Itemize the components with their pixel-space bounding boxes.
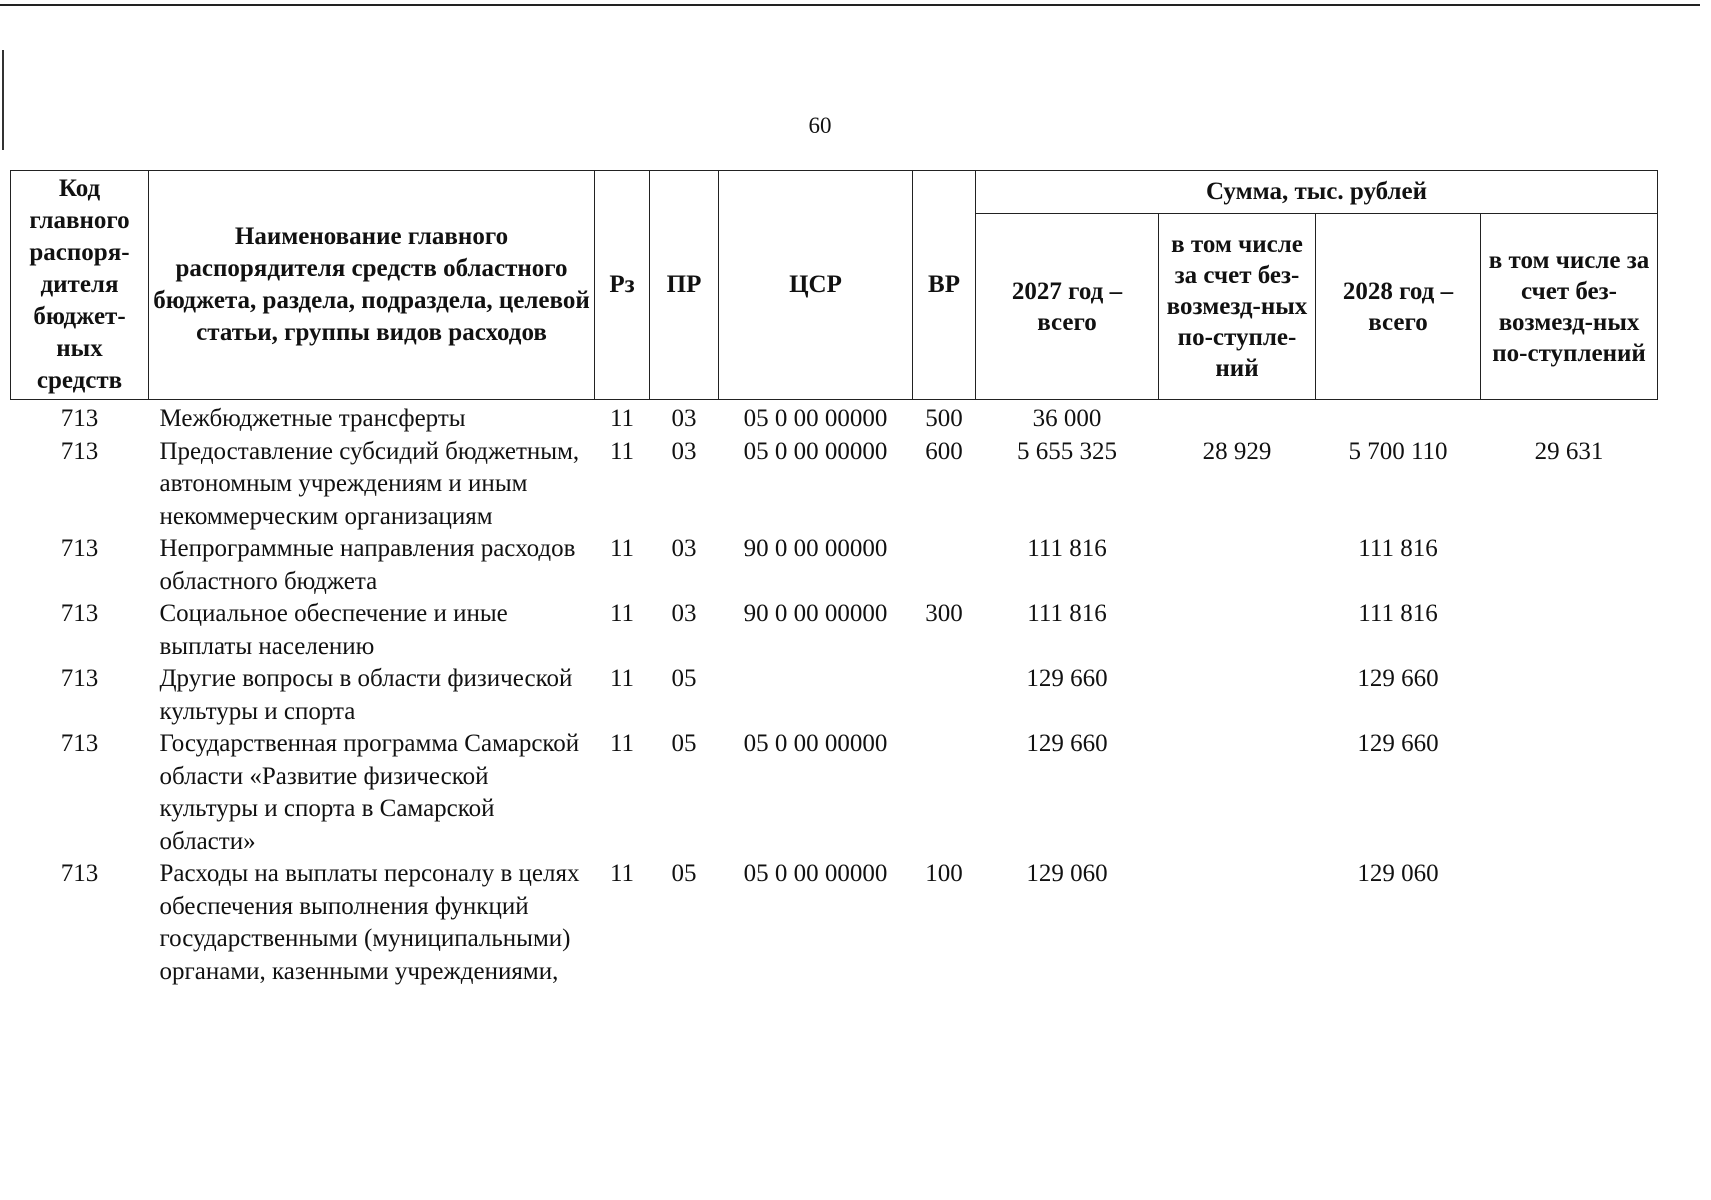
cell-year2-free — [1481, 598, 1658, 663]
left-border-line — [2, 50, 4, 150]
cell-name: Другие вопросы в области физической культуры и спорта — [159, 665, 573, 725]
budget-table — [10, 170, 1658, 988]
cell-name: Предоставление субсидий бюджетным, автономным учреждениям и иным некоммерческим организациям — [159, 437, 580, 530]
cell-rz: 11 — [609, 535, 635, 562]
cell-year1-total: 129 060 — [1026, 860, 1108, 887]
cell-vr — [913, 663, 976, 728]
cell-year1-free — [1159, 728, 1316, 858]
cell-name: Социальное обеспечение и иные выплаты населению — [159, 600, 508, 660]
header-csr: ЦСР — [719, 171, 913, 400]
cell-year2-free — [1481, 663, 1658, 728]
cell-code: 713 — [60, 405, 99, 432]
cell-rz: 11 — [609, 437, 635, 465]
cell-code: 713 — [60, 535, 99, 562]
cell-year2-total: 129 660 — [1357, 730, 1439, 757]
cell-code: 713 — [60, 600, 99, 627]
cell-vr: 500 — [925, 405, 963, 432]
table-row — [11, 533, 1658, 598]
header-pr: ПР — [650, 171, 719, 400]
cell-rz: 11 — [609, 665, 635, 692]
cell-year1-total: 5 655 325 — [1017, 437, 1117, 465]
cell-vr: 600 — [925, 437, 963, 465]
cell-year2-free — [1481, 728, 1658, 858]
cell-code: 713 — [60, 860, 99, 887]
cell-code: 713 — [60, 437, 99, 465]
cell-year1-total: 111 816 — [1027, 535, 1107, 562]
cell-year1-free: 28 929 — [1202, 437, 1272, 465]
table-row — [11, 400, 1658, 436]
cell-pr: 03 — [671, 535, 697, 562]
cell-year2-total: 5 700 110 — [1348, 437, 1448, 465]
top-border-line — [0, 4, 1700, 6]
header-sum-group: Сумма, тыс. рублей — [976, 171, 1658, 214]
cell-vr: 100 — [925, 860, 963, 887]
cell-year1-total: 36 000 — [1032, 405, 1102, 432]
cell-code: 713 — [60, 665, 99, 692]
table-row — [11, 436, 1658, 534]
cell-pr: 03 — [671, 600, 697, 627]
cell-year2-free — [1481, 858, 1658, 988]
cell-rz: 11 — [609, 405, 635, 432]
cell-name: Государственная программа Самарской области «Развитие физической культуры и спорта в Самарской области» — [159, 730, 580, 855]
cell-year1-total: 129 660 — [1026, 665, 1108, 692]
cell-pr: 03 — [671, 437, 697, 465]
cell-code: 713 — [60, 730, 99, 757]
cell-pr: 05 — [671, 665, 697, 692]
header-rz: Рз — [595, 171, 650, 400]
header-code: Код главного распоря-дителя бюджет-ных средств — [11, 171, 149, 400]
cell-year1-total: 129 660 — [1026, 730, 1108, 757]
cell-year1-free — [1159, 533, 1316, 598]
cell-csr — [719, 663, 913, 728]
cell-year2-total: 111 816 — [1358, 600, 1438, 627]
cell-csr: 90 0 00 00000 — [743, 600, 888, 627]
cell-pr: 05 — [671, 730, 697, 757]
header-year1-free: в том числе за счет без-возмезд-ных по-ступле-ний — [1159, 214, 1316, 400]
table-body — [11, 400, 1658, 989]
cell-rz: 11 — [609, 860, 635, 887]
cell-csr: 90 0 00 00000 — [743, 535, 888, 562]
cell-year2-free — [1481, 400, 1658, 436]
cell-year1-free — [1159, 858, 1316, 988]
cell-vr — [913, 728, 976, 858]
cell-pr: 05 — [671, 860, 697, 887]
cell-year1-free — [1159, 598, 1316, 663]
cell-year1-total: 111 816 — [1027, 600, 1107, 627]
cell-name: Расходы на выплаты персоналу в целях обеспечения выполнения функций государственными (муниципальными) органами, казенными учреждениями, — [159, 860, 580, 985]
header-vr: ВР — [913, 171, 976, 400]
cell-year2-total — [1316, 400, 1481, 436]
cell-csr: 05 0 00 00000 — [743, 405, 888, 432]
table-row — [11, 858, 1658, 988]
header-year1-total: 2027 год – всего — [976, 214, 1159, 400]
cell-year1-free — [1159, 400, 1316, 436]
cell-rz: 11 — [609, 730, 635, 757]
table-header — [11, 171, 1658, 400]
cell-name: Межбюджетные трансферты — [159, 405, 466, 432]
cell-csr: 05 0 00 00000 — [743, 730, 888, 757]
cell-year2-total: 129 660 — [1357, 665, 1439, 692]
cell-pr: 03 — [671, 405, 697, 432]
header-name: Наименование главного распорядителя средств областного бюджета, раздела, подраздела, целевой статьи, группы видов расходов — [149, 171, 595, 400]
cell-year1-free — [1159, 663, 1316, 728]
cell-year2-total: 129 060 — [1357, 860, 1439, 887]
header-year2-total: 2028 год – всего — [1316, 214, 1481, 400]
table-row — [11, 728, 1658, 858]
table-row — [11, 663, 1658, 728]
cell-csr: 05 0 00 00000 — [743, 860, 888, 887]
cell-year2-total: 111 816 — [1358, 535, 1438, 562]
cell-rz: 11 — [609, 600, 635, 627]
cell-year2-free — [1481, 533, 1658, 598]
cell-name: Непрограммные направления расходов областного бюджета — [159, 535, 576, 595]
cell-vr — [913, 533, 976, 598]
cell-csr: 05 0 00 00000 — [743, 437, 888, 465]
table-row — [11, 598, 1658, 663]
cell-vr: 300 — [925, 600, 963, 627]
header-year2-free: в том числе за счет без-возмезд-ных по-ступлений — [1481, 214, 1658, 400]
page-number: 60 — [808, 113, 832, 138]
cell-year2-free: 29 631 — [1534, 437, 1604, 465]
